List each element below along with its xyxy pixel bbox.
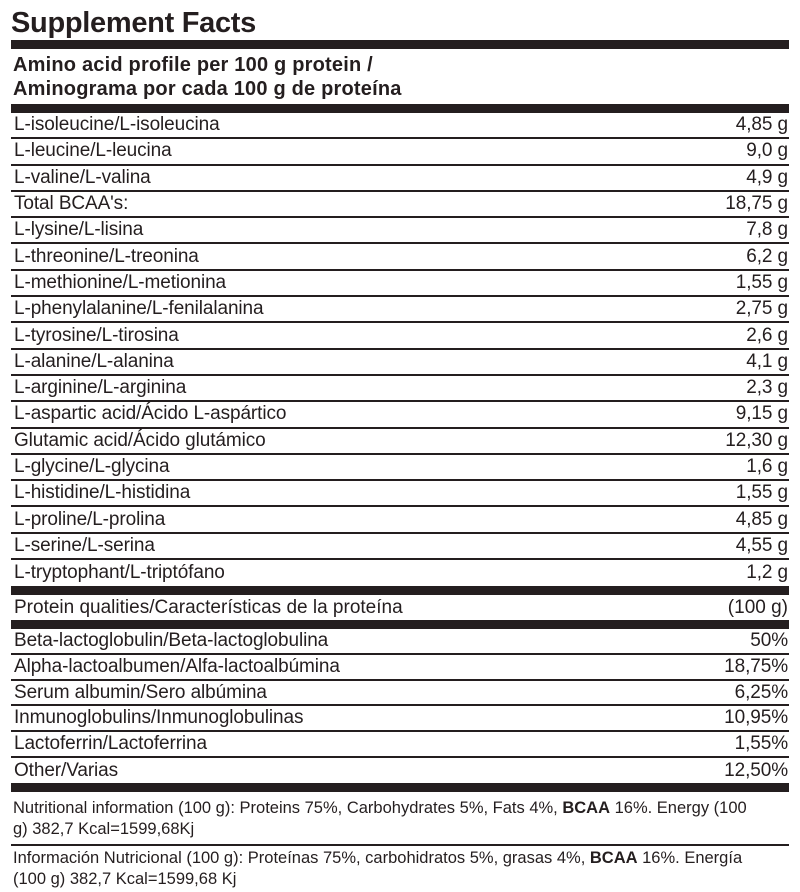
nutritional-footer xyxy=(11,792,789,892)
nutritional-info-es-line1: Información Nutricional (100 g): Proteínas 75%, carbohidratos 5%, grasas 4%, BCAA 16%. Energía xyxy=(13,849,743,868)
amino-acid-value: 4,85 g xyxy=(735,508,788,530)
amino-acid-name: L-serine/L-serina xyxy=(14,534,155,556)
protein-fraction-name: Alpha-lactoalbumen/Alfa-lactoalbúmina xyxy=(14,655,340,677)
table-row xyxy=(11,534,789,560)
amino-acid-name: Total BCAA's: xyxy=(14,193,129,215)
page-title: Supplement Facts xyxy=(11,7,256,39)
amino-acid-name: L-tryptophant/L-triptófano xyxy=(14,562,225,584)
amino-acid-value: 7,8 g xyxy=(746,219,788,241)
protein-qualities-unit: (100 g) xyxy=(727,596,788,618)
table-row-total-bcaa xyxy=(11,192,789,218)
protein-fraction-name: Lactoferrin/Lactoferrina xyxy=(14,732,207,754)
protein-qualities-title: Protein qualities/Características de la proteína xyxy=(14,596,403,618)
table-row xyxy=(11,350,789,376)
amino-acid-name: L-proline/L-prolina xyxy=(14,508,166,530)
amino-acid-name: L-histidine/L-histidina xyxy=(14,482,191,504)
table-row xyxy=(11,732,789,758)
divider-bar-qualities-top xyxy=(11,586,789,595)
amino-acid-value: 18,75 g xyxy=(725,193,788,215)
nutritional-info-es-line2: (100 g) 382,7 Kcal=1599,68 Kj xyxy=(13,869,237,888)
amino-acid-value: 1,6 g xyxy=(746,456,788,477)
nutritional-info-es xyxy=(11,846,789,892)
amino-acid-name: L-glycine/L-glycina xyxy=(14,456,170,477)
protein-fraction-value: 1,55% xyxy=(734,732,788,754)
amino-acid-name: L-arginine/L-arginina xyxy=(14,377,187,399)
amino-acid-name: L-lysine/L-lisina xyxy=(14,219,144,241)
table-row xyxy=(11,218,789,244)
table-row xyxy=(11,429,789,455)
table-row xyxy=(11,323,789,349)
amino-acid-name: L-tyrosine/L-tirosina xyxy=(14,324,179,346)
amino-acid-value: 9,0 g xyxy=(746,140,788,162)
amino-acid-name: L-isoleucine/L-isoleucina xyxy=(14,114,220,136)
table-row xyxy=(11,113,789,139)
table-row xyxy=(11,758,789,784)
amino-acid-value: 1,55 g xyxy=(735,482,788,504)
table-row xyxy=(11,376,789,402)
bcaa-bold-es: BCAA xyxy=(589,849,638,868)
amino-acid-value: 6,2 g xyxy=(746,245,788,267)
protein-fraction-name: Beta-lactoglobulin/Beta-lactoglobulina xyxy=(14,630,329,652)
table-row xyxy=(11,244,789,270)
table-row xyxy=(11,271,789,297)
table-row xyxy=(11,629,789,655)
amino-acid-value: 2,75 g xyxy=(735,298,788,320)
amino-acid-value: 2,3 g xyxy=(746,377,788,399)
amino-acid-value: 4,9 g xyxy=(746,166,788,188)
protein-qualities-table xyxy=(11,629,789,783)
amino-acid-name: L-leucine/L-leucina xyxy=(14,140,172,162)
table-row xyxy=(11,455,789,481)
table-row xyxy=(11,402,789,428)
table-row xyxy=(11,655,789,681)
table-row xyxy=(11,706,789,732)
amino-acid-value: 4,1 g xyxy=(746,350,788,372)
amino-acid-name: L-threonine/L-treonina xyxy=(14,245,199,267)
table-row xyxy=(11,297,789,323)
nutritional-info-en-line2: g) 382,7 Kcal=1599,68Kj xyxy=(13,819,195,838)
protein-fraction-value: 50% xyxy=(750,630,788,652)
amino-acid-table xyxy=(11,113,789,586)
amino-acid-value: 2,6 g xyxy=(746,324,788,346)
divider-bar-bottom xyxy=(11,783,789,792)
amino-acid-value: 9,15 g xyxy=(735,403,788,425)
amino-acid-name: L-phenylalanine/L-fenilalanina xyxy=(14,298,264,320)
bcaa-bold-en: BCAA xyxy=(562,799,611,818)
divider-bar-qualities-mid xyxy=(11,620,789,629)
table-row xyxy=(11,560,789,586)
nutritional-info-en-line1: Nutritional information (100 g): Proteins 75%, Carbohydrates 5%, Fats 4%, BCAA 16%. Energy (100 xyxy=(13,799,747,818)
amino-acid-value: 1,2 g xyxy=(746,562,788,584)
amino-acid-value: 1,55 g xyxy=(735,271,788,293)
amino-profile-header-line-en: Amino acid profile per 100 g protein / xyxy=(13,54,373,76)
amino-acid-name: L-methionine/L-metionina xyxy=(14,271,226,293)
table-row xyxy=(11,166,789,192)
amino-profile-header-line-es: Aminograma por cada 100 g de proteína xyxy=(13,78,402,100)
table-row xyxy=(11,681,789,707)
amino-acid-name: L-valine/L-valina xyxy=(14,166,151,188)
protein-fraction-value: 10,95% xyxy=(724,707,788,729)
nutritional-info-en xyxy=(11,796,789,842)
amino-acid-value: 4,55 g xyxy=(735,534,788,556)
amino-acid-value: 4,85 g xyxy=(735,114,788,136)
protein-fraction-name: Serum albumin/Sero albúmina xyxy=(14,681,267,703)
amino-profile-header xyxy=(11,49,789,104)
amino-acid-name: Glutamic acid/Ácido glutámico xyxy=(14,429,266,451)
divider-bar-top xyxy=(11,40,789,49)
protein-fraction-value: 6,25% xyxy=(734,681,788,703)
table-row xyxy=(11,481,789,507)
protein-fraction-name: Other/Varias xyxy=(14,759,119,781)
protein-fraction-value: 18,75% xyxy=(724,655,788,677)
divider-bar-amino-top xyxy=(11,104,789,113)
table-row xyxy=(11,139,789,165)
amino-acid-value: 12,30 g xyxy=(725,429,788,451)
protein-fraction-value: 12,50% xyxy=(724,759,788,781)
table-row xyxy=(11,507,789,533)
protein-qualities-header xyxy=(11,595,789,620)
protein-fraction-name: Inmunoglobulins/Inmunoglobulinas xyxy=(14,707,304,729)
amino-acid-name: L-aspartic acid/Ácido L-aspártico xyxy=(14,403,287,425)
amino-acid-name: L-alanine/L-alanina xyxy=(14,350,174,372)
